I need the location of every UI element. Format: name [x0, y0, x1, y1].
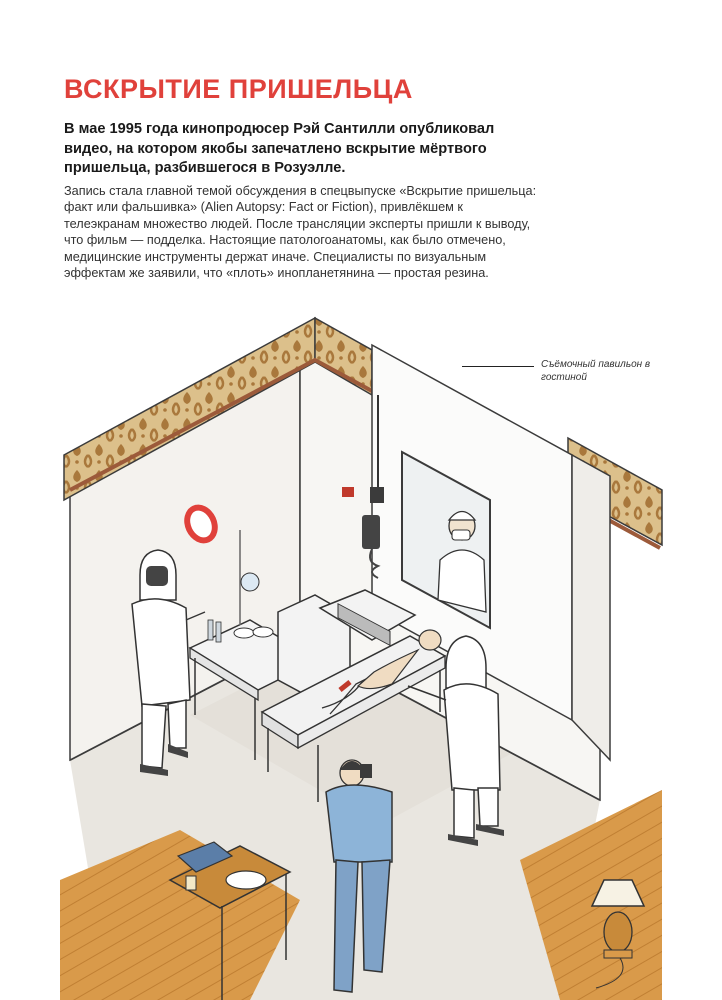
article-lead: В мае 1995 года кинопродюсер Рэй Сантилли опубликовал видео, на котором якобы запечатлено вскрытие мёртвого пришельца, разбившегося в Розуэлле. [64, 121, 495, 176]
studio-callout-label: Съёмочный павильон в гостиной [541, 359, 651, 383]
article-body: Запись стала главной темой обсуждения в спецвыпуске «Вскрытие пришельца: факт или фальшивка» (Alien Autopsy: Fact or Fiction), привлёкшем к телеэкранам множество людей. После трансляции эксперты пришли к выводу, что фильм — подделка. Настоящие патологоанатомы, как было отмечено, медицинские инструменты держат иначе. Специалисты по визуальным эффектам же заявили, что «плоть» инопланетянина — простая резина. [64, 184, 537, 281]
article-title: ВСКРЫТИЕ ПРИШЕЛЬЦА [64, 74, 413, 104]
callout-leader-line [462, 366, 534, 367]
